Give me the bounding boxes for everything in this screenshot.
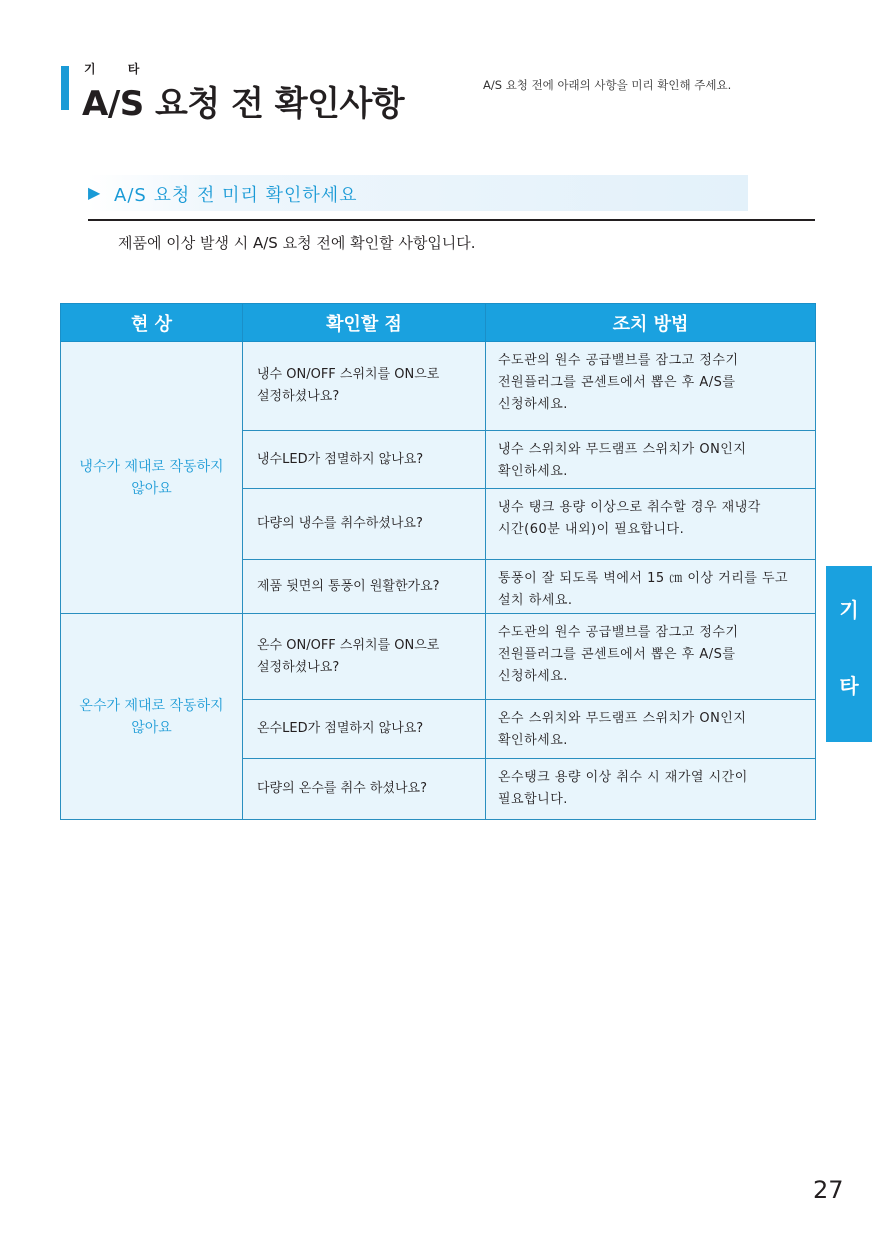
triangle-right-icon: ▶: [88, 183, 101, 202]
side-tab-char: 기: [839, 598, 859, 622]
section-heading: A/S 요청 전 미리 확인하세요: [114, 185, 358, 206]
side-tab-char: 타: [839, 674, 859, 698]
action-cell: 온수탱크 용량 이상 취수 시 재가열 시간이 필요합니다.: [486, 759, 816, 820]
check-cell: 제품 뒷면의 통풍이 원활한가요?: [243, 560, 486, 614]
check-cell: 다량의 냉수를 취수하셨나요?: [243, 489, 486, 560]
as-check-table: [60, 303, 816, 820]
table-row: [61, 614, 816, 700]
header-symptom: 현 상: [61, 304, 243, 342]
section-divider: [88, 219, 815, 221]
category-label: 기 타: [84, 62, 154, 76]
header-check: 확인할 점: [243, 304, 486, 342]
section-heading-bar: [88, 175, 748, 211]
intro-text: 제품에 이상 발생 시 A/S 요청 전에 확인할 사항입니다.: [118, 234, 476, 252]
action-cell: 수도관의 원수 공급밸브를 잠그고 정수기 전원플러그를 콘센트에서 뽑은 후 A/S를 신청하세요.: [486, 614, 816, 700]
table-row: [61, 342, 816, 431]
title-note: A/S 요청 전에 아래의 사항을 미리 확인해 주세요.: [483, 78, 732, 92]
check-cell: 다량의 온수를 취수 하셨나요?: [243, 759, 486, 820]
table-header-row: [61, 304, 816, 342]
action-cell: 수도관의 원수 공급밸브를 잠그고 정수기 전원플러그를 콘센트에서 뽑은 후 A/S를 신청하세요.: [486, 342, 816, 431]
page-number: 27: [813, 1176, 844, 1204]
check-cell: 온수LED가 점멸하지 않나요?: [243, 700, 486, 759]
symptom-hot-water: 온수가 제대로 작동하지 않아요: [61, 614, 243, 820]
check-cell: 온수 ON/OFF 스위치를 ON으로 설정하셨나요?: [243, 614, 486, 700]
action-cell: 냉수 스위치와 무드램프 스위치가 ON인지 확인하세요.: [486, 431, 816, 489]
check-cell: 냉수 ON/OFF 스위치를 ON으로 설정하셨나요?: [243, 342, 486, 431]
title-accent-bar: [61, 66, 69, 110]
action-cell: 온수 스위치와 무드램프 스위치가 ON인지 확인하세요.: [486, 700, 816, 759]
side-section-tab: [826, 566, 872, 742]
header-action: 조치 방법: [486, 304, 816, 342]
action-cell: 통풍이 잘 되도록 벽에서 15 ㎝ 이상 거리를 두고 설치 하세요.: [486, 560, 816, 614]
action-cell: 냉수 탱크 용량 이상으로 취수할 경우 재냉각 시간(60분 내외)이 필요합니다.: [486, 489, 816, 560]
page-title: A/S 요청 전 확인사항: [82, 84, 405, 124]
symptom-cold-water: 냉수가 제대로 작동하지 않아요: [61, 342, 243, 614]
check-cell: 냉수LED가 점멸하지 않나요?: [243, 431, 486, 489]
